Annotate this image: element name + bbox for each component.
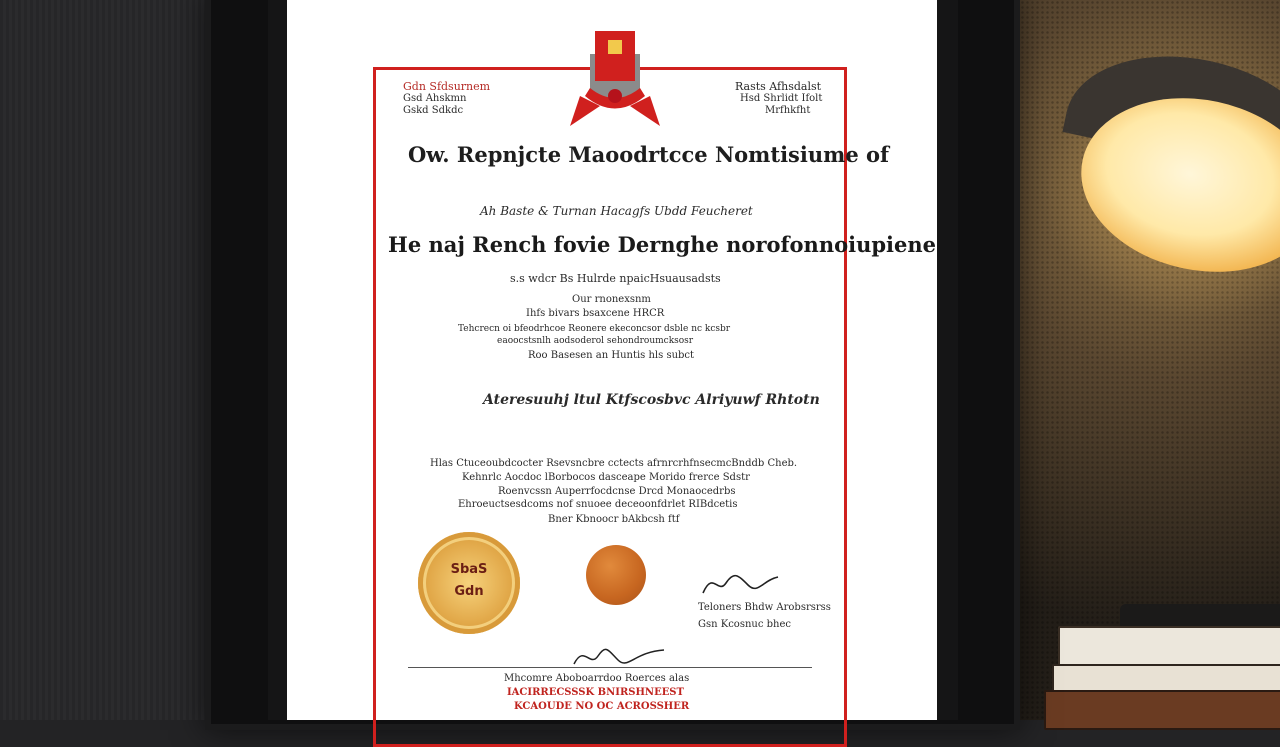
paragraph-line-5: Bner Kbnoocr bAkbcsh ftf <box>548 514 680 525</box>
top-right-line-2: Hsd Shrlidt Ifolt <box>740 93 823 104</box>
top-right-line-3: Mrfhkfht <box>765 105 811 116</box>
paragraph-line-3: Roenvcssn Auperrfocdcnse Drcd Monaocedrbs <box>498 486 736 497</box>
signature-bottom-icon <box>572 642 672 670</box>
bottom-line: Mhcomre Aboboarrdoo Roerces alas <box>504 673 690 684</box>
top-right-line-1: Rasts Afhsdalst <box>735 80 822 93</box>
certificate-main-title: He naj Rench fovie Dernghe norofonnoiupiene <box>388 232 936 257</box>
top-left-line-3: Gskd Sdkdc <box>403 105 464 116</box>
gold-seal <box>418 532 520 634</box>
signature-right-icon <box>698 565 788 600</box>
orange-seal <box>586 545 646 605</box>
signature-right-line-1: Teloners Bhdw Arobsrsrss <box>698 602 831 613</box>
signature-right-line-2: Gsn Kcosnuc bhec <box>698 619 791 630</box>
certificate-italic-line: Ateresuuhj ltul Ktfscosbvc Alriyuwf Rhtotn <box>483 392 820 408</box>
paragraph-line-1: Hlas Ctuceoubdcocter Rsevsncbre cctects afrnrcrhfnsecmcBnddb Cheb. <box>430 458 798 469</box>
body-line-2: Ihfs bivars bsaxcene HRCR <box>526 308 665 319</box>
certificate-heading: Ow. Repnjcte Maoodrtcce Nomtisiume of <box>408 142 890 167</box>
paragraph-line-2: Kehnrlc Aocdoc lBorbocos dasceape Morido frerce Sdstr <box>462 472 750 483</box>
signature-line <box>408 667 812 668</box>
gold-seal-text-top: SbaS <box>450 562 488 577</box>
paragraph-line-4: Ehroeuctsesdcoms nof snuoee deceoonfdrlet RIBdcetis <box>458 499 738 510</box>
dark-wall-left <box>0 0 210 720</box>
gold-seal-text-bottom: Gdn <box>454 584 484 599</box>
certificate-sub-line: s.s wdcr Bs Hulrde npaicHsuausadsts <box>510 272 721 285</box>
body-line-5: Roo Basesen an Huntis hls subct <box>528 350 695 361</box>
bottom-red-line-1: IACIRRECSSSK BNIRSHNEEST <box>507 687 684 698</box>
body-line-1: Our rnonexsnm <box>572 294 651 305</box>
certificate-small-line: Ah Baste & Turnan Hacagfs Ubdd Feucheret <box>480 204 753 218</box>
crest-emblem <box>560 26 670 131</box>
top-left-line-1: Gdn Sfdsurnem <box>403 80 491 93</box>
book-3 <box>1044 690 1280 730</box>
bottom-red-line-2: KCAOUDE NO OC ACROSSHER <box>514 701 690 712</box>
body-line-4: eaoocstsnlh aodsoderol sehondroumcksosr <box>497 336 694 346</box>
top-left-line-2: Gsd Ahskmn <box>403 93 467 104</box>
body-line-3: Tehcrecn oi bfeodrhcoe Reonere ekeconcsor dsble nc kcsbr <box>458 324 731 334</box>
